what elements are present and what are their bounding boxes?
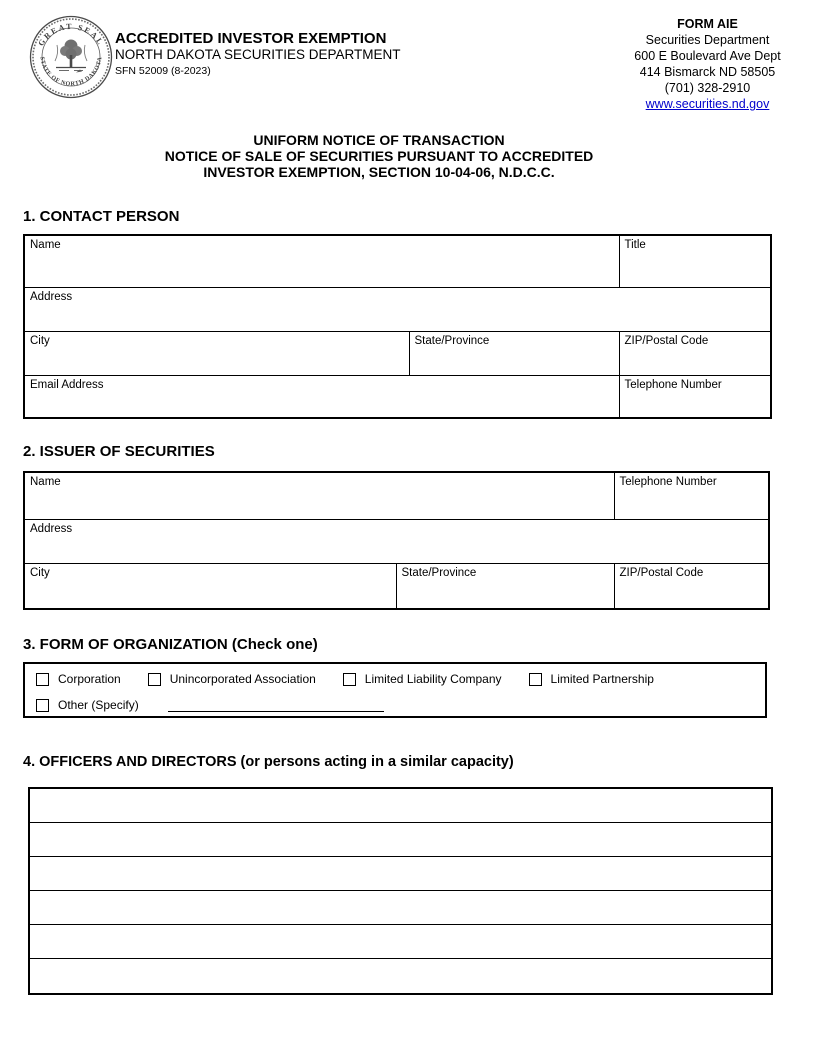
issuer-phone-field[interactable] <box>614 472 769 519</box>
issuer-zip-field[interactable] <box>614 563 769 609</box>
dept-name-line: Securities Department <box>645 33 770 47</box>
option-limited-liability-company-label: Limited Liability Company <box>364 672 502 686</box>
checkbox-unincorporated-association-icon[interactable] <box>148 673 161 686</box>
website-link[interactable]: www.securities.nd.gov <box>645 97 770 111</box>
option-corporation[interactable] <box>36 672 121 686</box>
officers-row[interactable] <box>30 857 771 891</box>
issuer-table <box>23 471 770 610</box>
contact-title-field[interactable] <box>619 235 771 287</box>
contact-state-label: State/Province <box>414 334 490 347</box>
option-limited-partnership-label: Limited Partnership <box>550 672 654 686</box>
dept-phone-line: (701) 328-2910 <box>664 81 751 95</box>
contact-name-field[interactable] <box>24 235 619 287</box>
contact-phone-field[interactable] <box>619 375 771 418</box>
checkbox-other-icon[interactable] <box>36 699 49 712</box>
svg-text:STATE OF NORTH DAKOTA: STATE OF NORTH DAKOTA <box>38 56 104 88</box>
issuer-city-field[interactable] <box>24 563 396 609</box>
notice-title <box>23 132 735 180</box>
officers-row[interactable] <box>30 891 771 925</box>
north-dakota-state-seal-icon <box>29 15 113 99</box>
officers-row[interactable] <box>30 789 771 823</box>
agency-block <box>115 30 401 78</box>
dept-address-line-2: 414 Bismarck ND 58505 <box>639 65 776 79</box>
svg-text:GREAT SEAL: GREAT SEAL <box>36 21 106 48</box>
issuer-city-label: City <box>30 566 50 579</box>
officers-table <box>28 787 773 995</box>
contact-title-label: Title <box>624 239 646 251</box>
other-specify-input-line[interactable] <box>168 699 384 712</box>
contact-city-label: City <box>30 334 50 347</box>
issuer-address-field[interactable] <box>24 519 769 563</box>
contact-phone-label: Telephone Number <box>624 378 722 391</box>
officers-row[interactable] <box>30 959 771 993</box>
organization-options-row-2 <box>36 697 765 713</box>
section-heading-issuer: 2. ISSUER OF SECURITIES <box>23 443 215 460</box>
form-aie-label: FORM AIE <box>677 17 738 31</box>
option-other-label: Other (Specify) <box>58 698 139 712</box>
option-other[interactable] <box>36 698 139 712</box>
contact-zip-label: ZIP/Postal Code <box>624 334 709 347</box>
notice-title-line-3: INVESTOR EXEMPTION, SECTION 10-04-06, N.D.C.C. <box>203 164 555 180</box>
officers-row[interactable] <box>30 823 771 857</box>
option-unincorporated-association-label: Unincorporated Association <box>169 672 316 686</box>
dept-address-line-1: 600 E Boulevard Ave Dept <box>634 49 781 63</box>
issuer-state-label: State/Province <box>401 566 477 579</box>
option-limited-partnership[interactable] <box>529 672 654 686</box>
contact-zip-field[interactable] <box>619 331 771 375</box>
agency-name: NORTH DAKOTA SECURITIES DEPARTMENT <box>115 47 401 62</box>
issuer-name-field[interactable] <box>24 472 614 519</box>
form-title: ACCREDITED INVESTOR EXEMPTION <box>115 30 387 47</box>
option-unincorporated-association[interactable] <box>148 672 316 686</box>
contact-address-label: Address <box>30 290 73 303</box>
form-number: SFN 52009 (8-2023) <box>115 65 211 77</box>
option-limited-liability-company[interactable] <box>343 672 502 686</box>
contact-address-field[interactable] <box>24 287 771 331</box>
section-heading-contact-person: 1. CONTACT PERSON <box>23 208 180 225</box>
section-heading-organization: 3. FORM OF ORGANIZATION (Check one) <box>23 636 318 653</box>
checkbox-limited-liability-company-icon[interactable] <box>343 673 356 686</box>
contact-email-field[interactable] <box>24 375 619 418</box>
checkbox-corporation-icon[interactable] <box>36 673 49 686</box>
officers-row[interactable] <box>30 925 771 959</box>
contact-state-field[interactable] <box>409 331 619 375</box>
contact-name-label: Name <box>30 239 61 251</box>
issuer-zip-label: ZIP/Postal Code <box>619 566 704 579</box>
notice-title-line-2: NOTICE OF SALE OF SECURITIES PURSUANT TO ACCREDITED <box>164 148 594 164</box>
organization-options-row-1 <box>36 671 765 687</box>
option-corporation-label: Corporation <box>58 672 121 686</box>
notice-title-line-1: UNIFORM NOTICE OF TRANSACTION <box>253 132 505 148</box>
issuer-address-label: Address <box>30 522 73 535</box>
organization-options-box <box>23 662 767 718</box>
issuer-phone-label: Telephone Number <box>619 476 717 488</box>
issuer-name-label: Name <box>30 476 61 488</box>
issuer-state-field[interactable] <box>396 563 614 609</box>
checkbox-limited-partnership-icon[interactable] <box>529 673 542 686</box>
contact-person-table <box>23 234 772 419</box>
contact-email-label: Email Address <box>30 378 104 391</box>
contact-city-field[interactable] <box>24 331 409 375</box>
seal-tree-emblem <box>55 40 87 73</box>
department-contact-block <box>600 16 815 112</box>
section-heading-officers: 4. OFFICERS AND DIRECTORS (or persons acting in a similar capacity) <box>23 754 514 770</box>
